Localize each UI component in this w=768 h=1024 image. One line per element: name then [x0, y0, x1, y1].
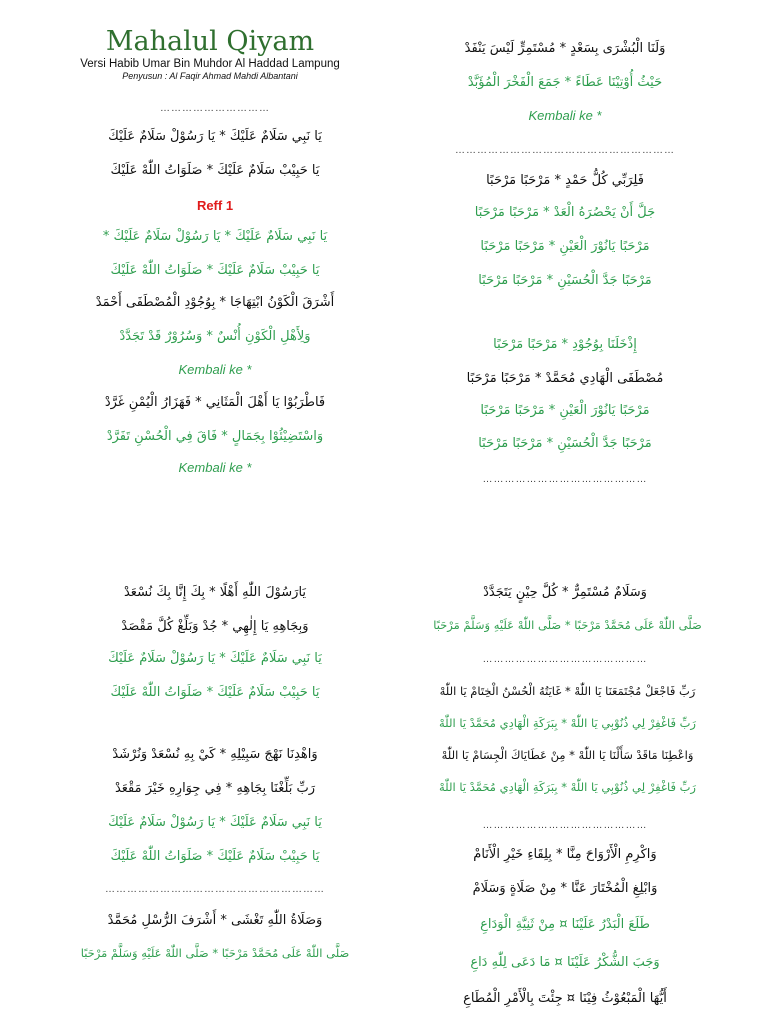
verse-line-green: حَيْثُ أُوْتِيْنَا عَطَاءً * جَمَعَ الْفَخْرَ الْمُؤَبَّدْ — [467, 75, 663, 90]
verse-line-green: مَرْحَبًا جَدَّ الْحُسَيْنِ * مَرْحَبًا مَرْحَبًا — [478, 273, 652, 288]
kembali-label: Kembali ke * — [178, 460, 252, 475]
verse-line: وَسَلَامٌ مُسْتَمِرٌّ * كُلَّ حِيْنٍ يَتَجَدَّدْ — [483, 585, 647, 600]
verse-line-green: يَا نَبِي سَلَامٌ عَلَيْكَ * يَا رَسُوْلْ سَلَامٌ عَلَيْكَ * — [102, 229, 328, 244]
verse-line: رَبِّ بَلِّغْنَا بِجَاهِهِ * فِي جِوَارِهِ خَيْرَ مَقْعَدْ — [114, 781, 316, 796]
verse-line-green: وَاسْتَضِيْئُوْا بِجَمَالٍ * فَاقَ فِي الْحُسْنِ تَفَرَّدْ — [106, 429, 324, 444]
verse-line: وَاهْدِنَا نَهْجَ سَبِيْلِهِ * كَيْ بِهِ نُسْعَدْ وَنُرْشَدْ — [112, 747, 318, 762]
separator-dots: …………………………………………………… — [105, 884, 325, 895]
verse-line-green: رَبِّ فَاغْفِرْ لِي ذُنُوْبِي يَا اللّٰهْ * بِبَرَكَةِ الْهَادِي مُحَمَّدْ يَا اللّٰهْ — [439, 780, 696, 794]
verse-line: وَبِجَاهِهِ يَا إِلٰهِي * جُدْ وَبَلِّغْ كُلَّ مَقْصَدْ — [121, 619, 309, 634]
author-credit: Penyusun : Al Faqir Ahmad Mahdi Albantani — [122, 71, 298, 81]
verse-line: رَبِّ فَاجْعَلْ مُجْتَمَعَنَا يَا اللّٰهْ * غَايَتُهُ الْحُسْنُ الْخِتَامْ يَا اللّٰهْ — [439, 684, 696, 698]
verse-line: مُصْطَفَى الْهَادِي مُحَمَّدْ * مَرْحَبًا مَرْحَبًا — [466, 371, 664, 386]
separator-dots: ……………………………………… — [482, 820, 648, 831]
verse-line-green: يَا حَبِيْبْ سَلَامٌ عَلَيْكَ * صَلَوَاتُ اللّٰهْ عَلَيْكَ — [110, 685, 320, 700]
reff-label: Reff 1 — [196, 198, 234, 213]
verse-line-green: صَلَّى اللّٰهْ عَلَى مُحَمَّدْ مَرْحَبًا * صَلَّى اللّٰهْ عَلَيْهِ وَسَلَّمْ مَرْحَبًا — [433, 618, 702, 632]
verse-line: وَاكْرِمِ الْأَرْوَاحَ مِنَّا * بِلِقَاءِ خَيْرِ الْأَنَامْ — [473, 847, 657, 862]
kembali-label: Kembali ke * — [178, 362, 252, 377]
page-title: Mahalul Qiyam — [105, 26, 315, 57]
verse-line: وَصَلَاةُ اللّٰهِ تَغْشَى * أَشْرَفَ الرُّسْلِ مُحَمَّدْ — [107, 913, 323, 928]
verse-line: يَا نَبِي سَلَامٌ عَلَيْكَ * يَا رَسُوْلْ سَلَامٌ عَلَيْكَ — [108, 129, 322, 144]
verse-line: أَشْرَقَ الْكَوْنُ ابْتِهَاجَا * بِوُجُوْدِ الْمُصْطَفَى أَحْمَدْ — [95, 295, 335, 310]
verse-line-green: يَا حَبِيْبْ سَلَامٌ عَلَيْكَ * صَلَوَاتُ اللّٰهْ عَلَيْكَ — [110, 849, 320, 864]
page-subtitle: Versi Habib Umar Bin Muhdor Al Haddad Lampung — [80, 58, 340, 70]
verse-line-green: مَرْحَبًا يَانُوْرَ الْعَيْنِ * مَرْحَبًا مَرْحَبًا — [480, 403, 650, 418]
verse-line-green: يَا نَبِي سَلَامٌ عَلَيْكَ * يَا رَسُوْلْ سَلَامٌ عَلَيْكَ — [108, 815, 322, 830]
separator-dots: ………………………… — [160, 103, 270, 114]
verse-line-green: وَجَبَ الشُّكْرُ عَلَيْنَا ¤ مَا دَعَى لِلّٰهِ دَاعِ — [470, 955, 660, 970]
verse-line-green: جَلَّ أَنْ يَحْصُرَهُ الْعَدْ * مَرْحَبًا مَرْحَبًا — [474, 205, 656, 220]
verse-line: فَلِرَبِّي كُلُّ حَمْدٍ * مَرْحَبًا مَرْحَبًا — [486, 173, 644, 188]
verse-line: وَلَنَا الْبُشْرَى بِسَعْدٍ * مُسْتَمِرٍّ لَيْسَ يَنْفَدْ — [464, 41, 666, 56]
verse-line: وَابْلِغِ الْمُخْتَارَ عَنَّا * مِنْ صَلَاةٍ وَسَلَامْ — [472, 881, 658, 896]
verse-line: يَا حَبِيْبْ سَلَامٌ عَلَيْكَ * صَلَوَاتُ اللّٰهْ عَلَيْكَ — [110, 163, 320, 178]
verse-line: يَارَسُوْلَ اللّٰهِ أَهْلًا * بِكَ إِنَّا بِكَ نُسْعَدْ — [123, 585, 307, 600]
separator-dots: ……………………………………… — [482, 474, 648, 485]
verse-line-green: رَبِّ فَاغْفِرْ لِي ذُنُوْبِي يَا اللّٰهْ * بِبَرَكَةِ الْهَادِي مُحَمَّدْ يَا اللّٰهْ — [439, 716, 696, 730]
verse-line-green: إِذْخَلَنَا بِوُجُوْدِ * مَرْحَبًا مَرْحَبًا — [493, 337, 637, 352]
verse-line-green: مَرْحَبًا جَدَّ الْحُسَيْنِ * مَرْحَبًا مَرْحَبًا — [478, 436, 652, 451]
verse-line-green: طَلَعَ الْبَدْرُ عَلَيْنَا ¤ مِنْ ثَنِيَّةِ الْوَدَاعِ — [480, 917, 650, 932]
verse-line: أَيُّهَا الْمَبْعُوْثُ فِيْنَا ¤ جِئْتَ بِالْأَمْرِ الْمُطَاعِ — [463, 991, 667, 1006]
verse-line-green: وَلِأَهْلِ الْكَوْنِ أُنْسٌ * وَسُرُوْرٌ قَدْ تَجَدَّدْ — [119, 329, 311, 344]
separator-dots: ……………………………………… — [482, 654, 648, 665]
kembali-label: Kembali ke * — [528, 108, 602, 123]
separator-dots: …………………………………………………… — [455, 145, 675, 156]
verse-line-green: مَرْحَبًا يَانُوْرَ الْعَيْنِ * مَرْحَبًا مَرْحَبًا — [480, 239, 650, 254]
verse-line-green: يَا نَبِي سَلَامٌ عَلَيْكَ * يَا رَسُوْلْ سَلَامٌ عَلَيْكَ — [108, 651, 322, 666]
verse-line: وَاعْطِنَا مَاقَدْ سَأَلْنَا يَا اللّٰهْ * مِنْ عَطَايَاكَ الْجِسَامْ يَا اللّٰهْ — [441, 748, 694, 762]
verse-line: فَاطْرَبُوْا يَا أَهْلَ الْمَثَانِي * فَهَزَارُ الْيُمْنِ غَرَّدْ — [104, 395, 326, 410]
verse-line-green: صَلَّى اللّٰهْ عَلَى مُحَمَّدْ مَرْحَبًا * صَلَّى اللّٰهْ عَلَيْهِ وَسَلَّمْ مَرْحَبًا — [80, 946, 350, 960]
verse-line-green: يَا حَبِيْبْ سَلَامٌ عَلَيْكَ * صَلَوَاتُ اللّٰهْ عَلَيْكَ — [110, 263, 320, 278]
